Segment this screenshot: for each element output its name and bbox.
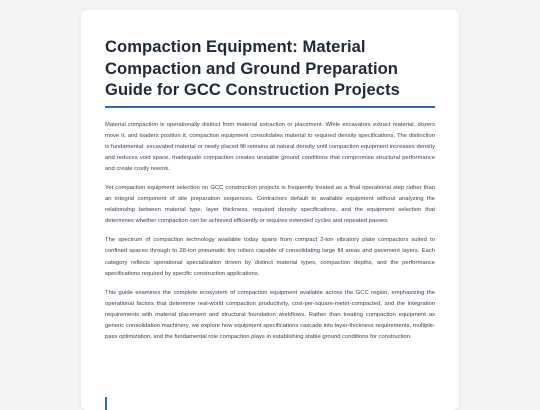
article-card (81, 10, 459, 410)
paragraph-3: The spectrum of compaction technology available today spans from compact 2-ton vibratory plate compactors suited to confined spaces through to 28-ton pneumatic tire rollers capable of consolidating large fill areas and pavement layers. Each category reflects operational specialization driven by distinct material types, compaction depths, and the performance specifications required by specific construction applications. (105, 237, 435, 277)
title-divider (105, 106, 435, 108)
article-body (105, 120, 435, 344)
paragraph-1: Material compaction is operationally distinct from material extraction or placement. While excavators extract material, dozers move it, and loaders position it, compaction equipment consolidates material to required density specifications. The distinction is fundamental: excavated material or newly placed fill remains at natural density until compaction equipment increases density and reduces void space. Inadequate compaction creates unstable ground conditions that compromise structural performance and create costly rework. (105, 121, 435, 172)
article-content (105, 36, 435, 351)
paragraph-4: This guide examines the complete ecosystem of compaction equipment available across the GCC region, emphasizing the operational factors that determine real-world compaction productivity, cost-per-square-meter-compacted, and the integration requirements with material placement and structural foundation workflows. Rather than treating compaction equipment as generic consolidation machinery, we explore how equipment specifications cascade into layer-thickness requirements, multiple-pass optimization, and the fundamental role compaction plays in establishing stable ground conditions for construction. (105, 289, 435, 341)
page-title: Compaction Equipment: Material Compaction and Ground Preparation Guide for GCC Construction Projects (105, 37, 400, 99)
section-accent-bar (105, 397, 107, 410)
paragraph-2: Yet compaction equipment selection on GCC construction projects is frequently treated as a final operational step rather than an integral component of site preparation sequences. Contractors default to available equipment without analyzing the relationship between material type, layer thickness, required density specifications, and the equipment selection that determines whether compaction can be achieved efficiently or requires extended cycles and repeated passes. (105, 184, 435, 225)
